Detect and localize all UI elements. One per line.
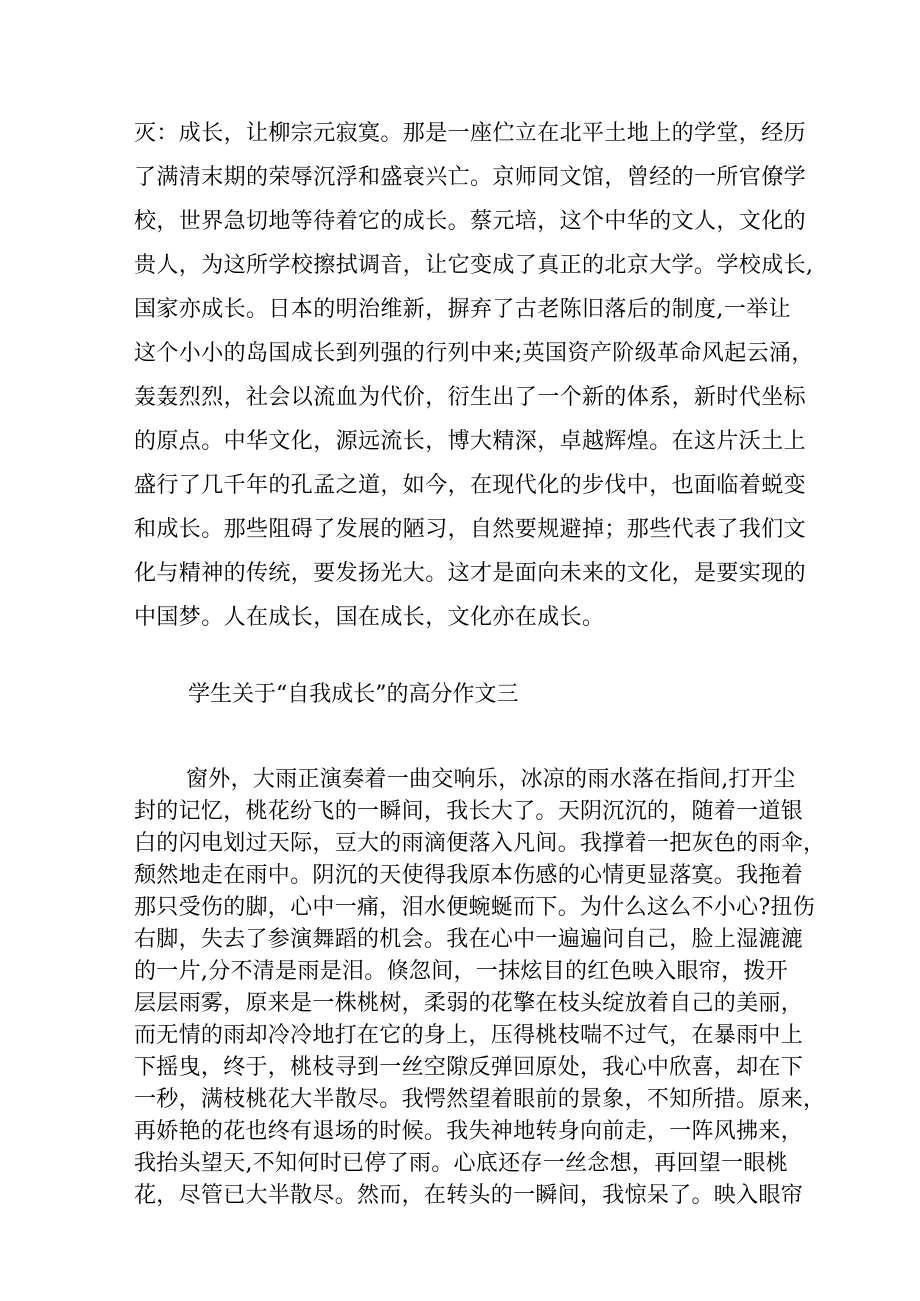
text-line: 灭：成长，让柳宗元寂寞。那是一座伫立在北平土地上的学堂，经历	[134, 121, 807, 146]
essay-heading: 学生关于“自我成长”的高分作文三	[188, 682, 519, 707]
text-line: 盛行了几千年的孔孟之道，如今，在现代化的步伐中，也面临着蜕变	[134, 473, 807, 498]
text-line: 花，尽管已大半散尽。然而，在转头的一瞬间，我惊呆了。映入眼帘	[134, 1183, 804, 1208]
text-line: 我抬头望天,不知何时已停了雨。心底还存一丝念想，再回望一眼桃	[134, 1151, 788, 1176]
text-line: 贵人，为这所学校擦拭调音，让它变成了真正的北京大学。学校成长,	[134, 253, 814, 278]
text-line: 的原点。中华文化，源远流长，博大精深，卓越辉煌。在这片沃土上	[134, 429, 807, 454]
text-line: 再娇艳的花也终有退场的时候。我失神地转身向前走，一阵风拂来，	[134, 1119, 804, 1144]
text-line: 中国梦。人在成长，国在成长，文化亦在成长。	[134, 605, 605, 630]
essay-paragraph-1	[134, 112, 814, 640]
text-line: 的一片,分不清是雨是泪。倏忽间，一抹炫目的红色映入眼帘，拨开	[134, 959, 788, 984]
text-line: 窗外，大雨正演奏着一曲交响乐，冰凉的雨水落在指间,打开尘	[186, 767, 796, 792]
text-line: 封的记忆，桃花纷飞的一瞬间，我长大了。天阴沉沉的，随着一道银	[134, 799, 804, 824]
text-line: 轰轰烈烈，社会以流血为代价，衍生出了一个新的体系，新时代坐标	[134, 385, 807, 410]
text-line: 校，世界急切地等待着它的成长。蔡元培，这个中华的文人，文化的	[134, 209, 807, 234]
text-line: 化与精神的传统，要发扬光大。这才是面向未来的文化，是要实现的	[134, 561, 807, 586]
text-line: 一秒，满枝桃花大半散尽。我愕然望着眼前的景象，不知所措。原来，	[134, 1087, 826, 1112]
text-line: 这个小小的岛国成长到列强的行列中来;英国资产阶级革命风起云涌，	[134, 341, 814, 366]
text-line: 右脚，失去了参演舞蹈的机会。我在心中一遍遍问自己，脸上湿漉漉	[134, 927, 804, 952]
text-line: 国家亦成长。日本的明治维新，摒弃了古老陈旧落后的制度,一举让	[134, 297, 791, 322]
text-line: 那只受伤的脚，心中一痛，泪水便蜿蜒而下。为什么这么不小心?扭伤	[134, 895, 816, 920]
text-line: 白的闪电划过天际，豆大的雨滴便落入凡间。我撑着一把灰色的雨伞，	[134, 831, 826, 856]
essay-paragraph-2	[134, 764, 826, 1212]
text-line: 层层雨雾，原来是一株桃树，柔弱的花擎在枝头绽放着自己的美丽，	[134, 991, 804, 1016]
text-line: 下摇曳，终于，桃枝寻到一丝空隙反弹回原处，我心中欣喜，却在下	[134, 1055, 804, 1080]
text-line: 了满清末期的荣辱沉浮和盛衰兴亡。京师同文馆，曾经的一所官僚学	[134, 165, 807, 190]
text-line: 颓然地走在雨中。阴沉的天使得我原本伤感的心情更显落寞。我拖着	[134, 863, 804, 888]
text-line: 而无情的雨却冷冷地打在它的身上，压得桃枝喘不过气，在暴雨中上	[134, 1023, 804, 1048]
text-line: 和成长。那些阻碍了发展的陋习，自然要规避掉；那些代表了我们文	[134, 517, 807, 542]
